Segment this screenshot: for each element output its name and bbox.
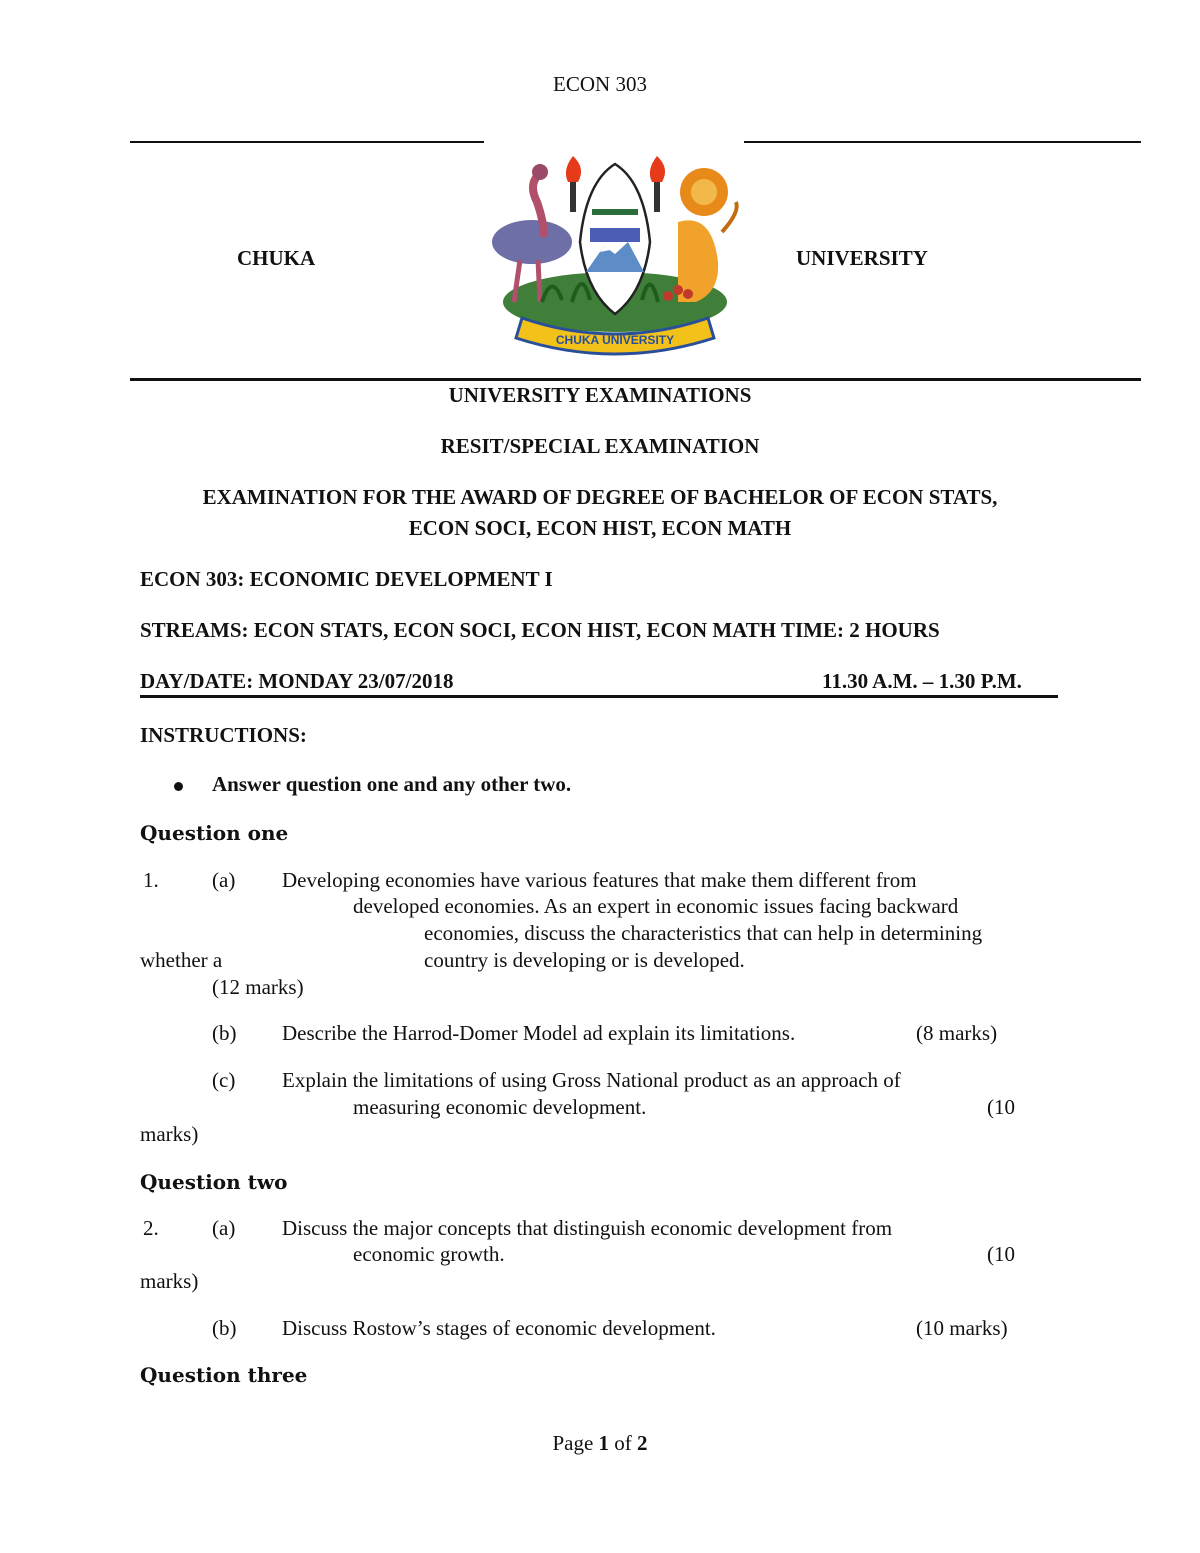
- question-text: developed economies. As an expert in economic issues facing backward: [353, 894, 959, 918]
- logo-coffee-berry: [683, 289, 693, 299]
- part-label: (b): [212, 1021, 237, 1045]
- footer-of-word: of: [614, 1431, 632, 1455]
- question-text: country is developing or is developed.: [424, 948, 745, 972]
- footer-page-word: Page: [552, 1431, 594, 1455]
- page-header-course-code: ECON 303: [553, 72, 647, 96]
- part-label: (a): [212, 1216, 236, 1240]
- exams-title: UNIVERSITY EXAMINATIONS: [448, 383, 752, 407]
- marks: (12 marks): [212, 975, 304, 999]
- title-rule: [130, 378, 1141, 381]
- logo-flame-left: [566, 156, 581, 182]
- logo-torch-right: [654, 182, 660, 212]
- logo-banner-text: CHUKA UNIVERSITY: [555, 333, 675, 347]
- marks: (8 marks): [916, 1021, 998, 1045]
- award-line-2: ECON SOCI, ECON HIST, ECON MATH: [408, 516, 792, 540]
- instruction-item: Answer question one and any other two.: [212, 772, 572, 796]
- course-title: ECON 303: ECONOMIC DEVELOPMENT I: [140, 567, 553, 591]
- header-rule-left: [130, 141, 484, 143]
- question-text: Explain the limitations of using Gross National product as an approach of: [282, 1068, 901, 1092]
- question-two-heading: Question two: [140, 1170, 288, 1194]
- question-one-heading: Question one: [140, 821, 289, 845]
- marks: marks): [140, 1122, 199, 1146]
- question-text: Discuss Rostow’s stages of economic development.: [282, 1316, 716, 1340]
- page-footer: [0, 1431, 1200, 1456]
- instructions-heading: INSTRUCTIONS:: [140, 723, 307, 747]
- question-text: Developing economies have various features that make them different from: [282, 868, 917, 892]
- part-label: (b): [212, 1316, 237, 1340]
- footer-page-total: 2: [637, 1431, 648, 1455]
- logo-torch-left: [570, 182, 576, 212]
- question-text: Describe the Harrod-Domer Model ad explain its limitations.: [282, 1021, 796, 1045]
- question-number: 2.: [143, 1216, 159, 1240]
- marks: (10: [987, 1095, 1015, 1119]
- question-text: economies, discuss the characteristics that can help in determining: [424, 921, 983, 945]
- part-label: (a): [212, 868, 236, 892]
- question-number: 1.: [143, 868, 159, 892]
- marks: (10 marks): [916, 1316, 1008, 1340]
- marks: (10: [987, 1242, 1015, 1266]
- logo-coffee-berry: [673, 285, 683, 295]
- logo-lion-tail: [722, 202, 737, 232]
- course-rule: [140, 695, 1058, 698]
- university-logo: [482, 142, 748, 356]
- award-line-1: EXAMINATION FOR THE AWARD OF DEGREE OF BACHELOR OF ECON STATS,: [202, 485, 998, 509]
- bullet-icon: [174, 782, 183, 791]
- question-text: whether a: [140, 948, 223, 972]
- logo-ostrich-head: [532, 164, 548, 180]
- marks: marks): [140, 1269, 199, 1293]
- header-rule-right: [744, 141, 1141, 143]
- question-text: Discuss the major concepts that distinguish economic development from: [282, 1216, 893, 1240]
- question-three-heading: Question three: [140, 1363, 308, 1387]
- logo-lion-face: [691, 179, 717, 205]
- exam-time: 11.30 A.M. – 1.30 P.M.: [822, 669, 1022, 693]
- logo-ostrich-body: [492, 220, 572, 264]
- exam-type-title: RESIT/SPECIAL EXAMINATION: [440, 434, 760, 458]
- logo-book: [590, 228, 640, 242]
- university-name-right: UNIVERSITY: [796, 246, 928, 270]
- logo-coffee-berry: [663, 291, 673, 301]
- part-label: (c): [212, 1068, 236, 1092]
- footer-page-number: 1: [598, 1431, 610, 1455]
- question-text: economic growth.: [353, 1242, 505, 1266]
- day-date: DAY/DATE: MONDAY 23/07/2018: [140, 669, 454, 693]
- streams-line: STREAMS: ECON STATS, ECON SOCI, ECON HIST, ECON MATH TIME: 2 HOURS: [140, 618, 940, 642]
- university-name-left: CHUKA: [237, 246, 316, 270]
- question-text: measuring economic development.: [353, 1095, 647, 1119]
- logo-flame-right: [650, 156, 665, 182]
